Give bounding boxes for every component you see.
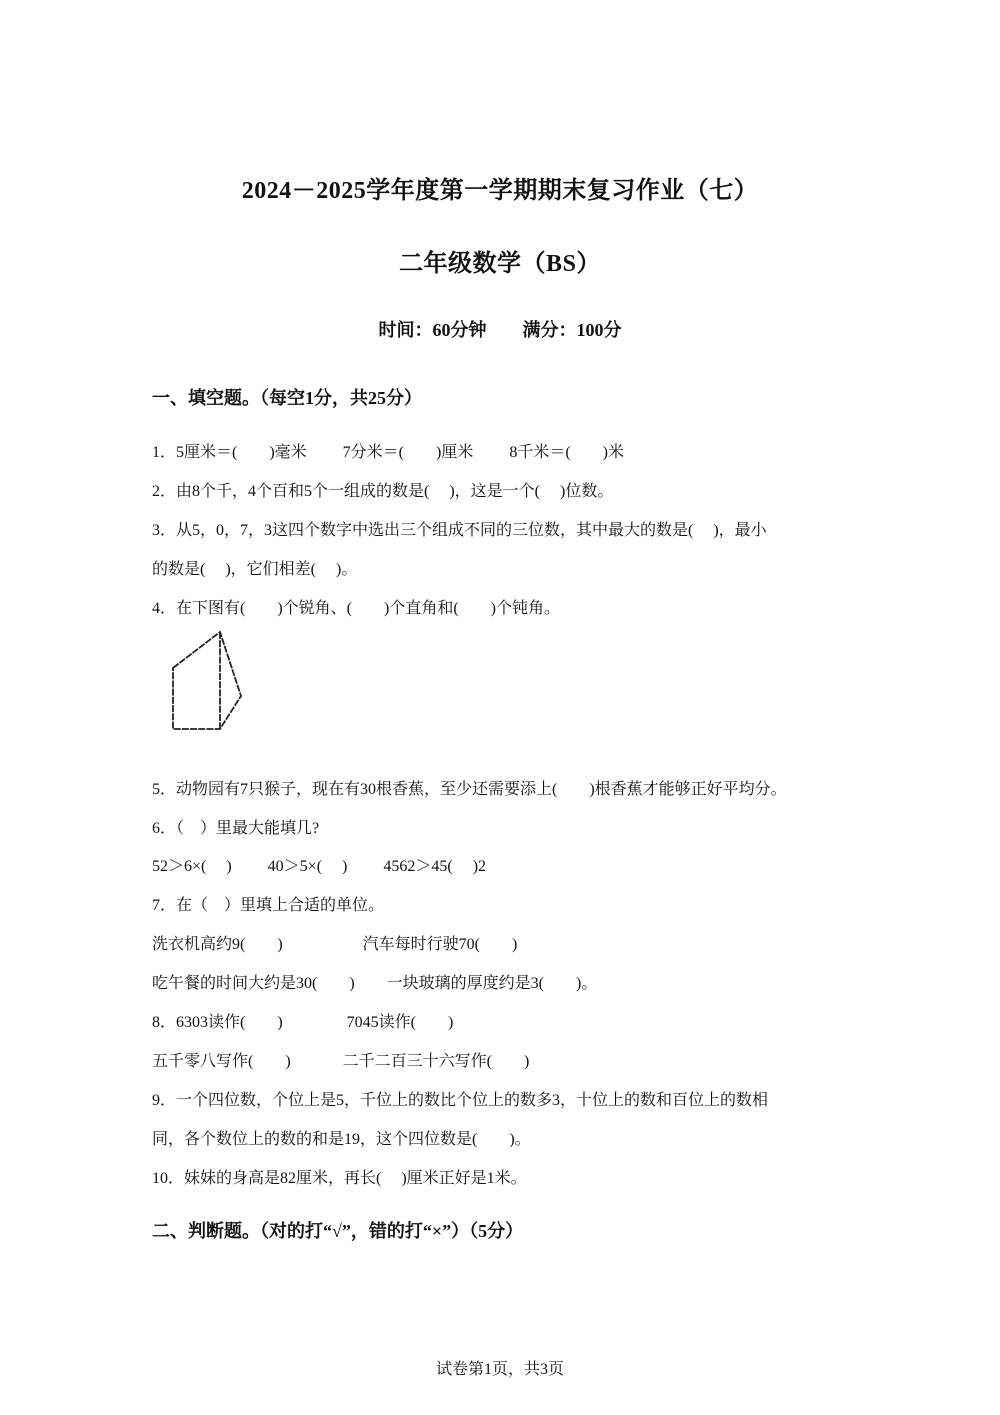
page-footer: 试卷第1页，共3页 (435, 1361, 564, 1378)
question-3-line-2: 的数是( )，它们相差( )。 (152, 561, 358, 578)
quadrilateral-figure (165, 626, 250, 736)
question-6-items: 52＞6×( ) 40＞5×( ) 4562＞45( )2 (152, 858, 487, 875)
question-9-line-1: 9．一个四位数，个位上是5，千位上的数比个位上的数多3，十位上的数和百位上的数相 (152, 1092, 769, 1109)
section-1-heading: 一、填空题。（每空1分，共25分） (152, 388, 422, 408)
figure-outline (173, 632, 241, 729)
question-5: 5．动物园有7只猴子，现在有30根香蕉，至少还需要添上( )根香蕉才能够正好平均分。 (152, 781, 787, 798)
exam-title: 2024－2025学年度第一学期期末复习作业（七） (241, 178, 759, 204)
question-10: 10．妹妹的身高是82厘米，再长( )厘米正好是1米。 (152, 1170, 527, 1187)
question-7-items-2: 吃午餐的时间大约是30( ) 一块玻璃的厚度约是3( )。 (152, 975, 598, 992)
question-7: 7．在（ ）里填上合适的单位。 (152, 897, 385, 914)
exam-subtitle: 二年级数学（BS） (399, 251, 601, 277)
time-limit: 时间：60分钟 (378, 320, 487, 340)
question-2: 2．由8个千，4个百和5个一组成的数是( )，这是一个( )位数。 (152, 483, 614, 500)
section-2-heading: 二、判断题。（对的打“√”，错的打“×”）（5分） (152, 1221, 524, 1241)
question-8-write: 五千零八写作( ) 二千二百三十六写作( ) (152, 1053, 530, 1070)
full-score: 满分：100分 (522, 320, 622, 340)
question-7-items-1: 洗衣机高约9( ) 汽车每时行驶70( ) (152, 936, 518, 953)
exam-meta (0, 316, 1000, 342)
question-8-read: 8．6303读作( ) 7045读作( ) (152, 1014, 454, 1031)
question-6: 6．（ ）里最大能填几? (152, 820, 320, 837)
question-4: 4．在下图有( )个锐角、( )个直角和( )个钝角。 (152, 600, 560, 617)
question-3-line-1: 3．从5，0，7，3这四个数字中选出三个组成不同的三位数，其中最大的数是( )，最小 (152, 522, 767, 539)
question-1: 1．5厘米＝( )毫米 7分米＝( )厘米 8千米＝( )米 (152, 444, 624, 461)
question-9-line-2: 同，各个数位上的数的和是19，这个四位数是( )。 (152, 1131, 531, 1148)
